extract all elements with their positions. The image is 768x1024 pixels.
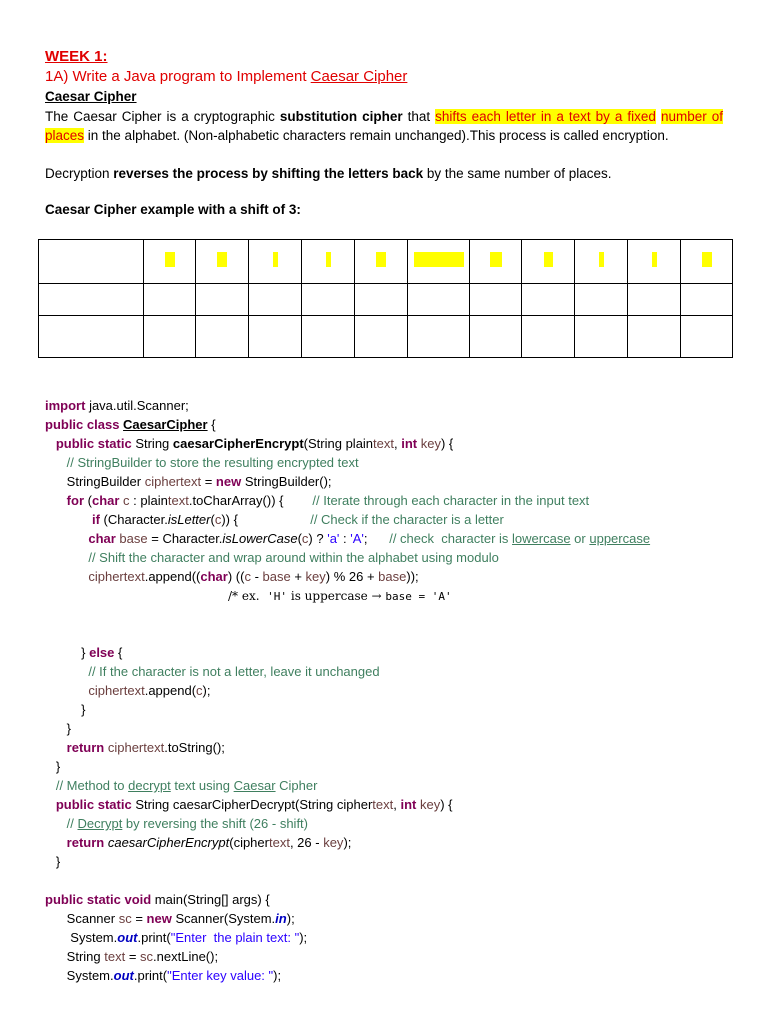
code-line: // Decrypt by reversing the shift (26 - shift): [66, 816, 308, 831]
table-cell: [628, 316, 681, 358]
table-cell: [628, 284, 681, 316]
table-cell: [575, 240, 628, 284]
subheading: Caesar Cipher: [45, 89, 137, 104]
table-cell: [522, 240, 575, 284]
code-line: public static String caesarCipherDecrypt(String ciphertext, int key) {: [55, 797, 453, 812]
table-cell: [470, 240, 522, 284]
table-cell: [302, 240, 355, 284]
code-line: for (char c : plaintext.toCharArray()) { // Iterate through each character in the input text: [66, 493, 590, 508]
table-cell: [355, 284, 408, 316]
table-cell: [249, 284, 302, 316]
table-row: [39, 316, 733, 358]
table-cell: [470, 316, 522, 358]
table-cell: [408, 240, 470, 284]
table-cell: [39, 240, 144, 284]
highlight-mark: [490, 252, 502, 267]
blank-line: [45, 605, 745, 624]
highlight-mark: [165, 252, 175, 267]
highlight-1: shifts each letter in a text by a fixed: [435, 109, 656, 124]
table-cell: [196, 284, 249, 316]
code-line: public static String caesarCipherEncrypt(String plaintext, int key) {: [55, 436, 454, 451]
code-line: // Method to decrypt text using Caesar Cipher: [55, 778, 318, 793]
table-cell: [522, 316, 575, 358]
code-line: // If the character is not a letter, leave it unchanged: [88, 664, 380, 679]
code-line: if (Character.isLetter(c)) { // Check if the character is a letter: [91, 512, 504, 527]
table-cell: [681, 284, 733, 316]
table-cell: [470, 284, 522, 316]
highlight-mark: [217, 252, 227, 267]
table-cell: [355, 316, 408, 358]
table-cell: [249, 240, 302, 284]
table-cell: [196, 240, 249, 284]
blank-line: [45, 871, 745, 890]
code-line: System.out.print("Enter the plain text: ");: [70, 930, 308, 945]
table-cell: [522, 284, 575, 316]
code-line: StringBuilder ciphertext = new StringBuilder();: [66, 474, 332, 489]
code-line: char base = Character.isLowerCase(c) ? 'a' : 'A'; // check character is lowercase or uppercase: [88, 531, 651, 546]
code-line: }: [55, 759, 61, 774]
table-row: [39, 284, 733, 316]
table-cell: [144, 284, 196, 316]
decryption-paragraph: Decryption reverses the process by shifting the letters back by the same number of places.: [45, 166, 612, 181]
table-row: [39, 240, 733, 284]
table-cell: [408, 284, 470, 316]
code-line: /* ex. 'H' is uppercase → base = 'A': [228, 589, 452, 603]
code-line: }: [81, 702, 86, 717]
table-cell: [681, 316, 733, 358]
table-cell: [39, 284, 144, 316]
code-line: } else {: [81, 645, 123, 660]
highlight-mark: [599, 252, 604, 267]
table-cell: [575, 284, 628, 316]
table-cell: [408, 316, 470, 358]
table-cell: [302, 284, 355, 316]
code-line: ciphertext.append(c);: [88, 683, 211, 698]
highlight-mark: [376, 252, 386, 267]
code-line: public class CaesarCipher {: [45, 417, 216, 432]
heading-link[interactable]: Caesar Cipher: [310, 68, 408, 85]
table-cell: [196, 316, 249, 358]
code-line: // Shift the character and wrap around within the alphabet using modulo: [88, 550, 499, 565]
code-line: }: [66, 721, 72, 736]
table-cell: [39, 316, 144, 358]
table-cell: [628, 240, 681, 284]
code-line: return caesarCipherEncrypt(ciphertext, 26 - key);: [66, 835, 352, 850]
highlight-mark: [652, 252, 657, 267]
exercise-heading: [45, 68, 407, 85]
code-line: ciphertext.append((char) ((c - base + key) % 26 + base));: [88, 569, 419, 584]
code-line: public static void main(String[] args) {: [45, 892, 270, 907]
table-cell: [144, 240, 196, 284]
table-cell: [249, 316, 302, 358]
table-cell: [681, 240, 733, 284]
highlight-mark: [326, 252, 331, 267]
highlight-2: number of places: [45, 109, 723, 143]
code-line: System.out.print("Enter key value: ");: [66, 968, 282, 983]
highlight-mark: [702, 252, 712, 267]
table-cell: [355, 240, 408, 284]
heading-text: 1A) Write a Java program to Implement: [45, 68, 311, 85]
table-cell: [302, 316, 355, 358]
highlight-mark: [544, 252, 553, 267]
code-line: // StringBuilder to store the resulting encrypted text: [66, 455, 359, 470]
code-line: }: [55, 854, 61, 869]
week-title: WEEK 1:: [45, 48, 108, 65]
cipher-example-table: [38, 239, 733, 358]
table-cell: [575, 316, 628, 358]
table-cell: [144, 316, 196, 358]
code-line: String text = sc.nextLine();: [66, 949, 219, 964]
example-label: Caesar Cipher example with a shift of 3:: [45, 202, 301, 217]
intro-paragraph: The Caesar Cipher is a cryptographic substitution cipher that shifts each letter in a text by a fixed number of places in the alphabet. (Non-alphabetic characters remain unchanged).This process is called encryption.: [45, 109, 723, 143]
code-line: Scanner sc = new Scanner(System.in);: [66, 911, 295, 926]
code-block: [45, 396, 745, 985]
highlight-mark: [414, 252, 464, 267]
highlight-mark: [273, 252, 278, 267]
blank-line: [45, 624, 745, 643]
code-line: return ciphertext.toString();: [66, 740, 225, 755]
code-line: import java.util.Scanner;: [45, 398, 189, 413]
